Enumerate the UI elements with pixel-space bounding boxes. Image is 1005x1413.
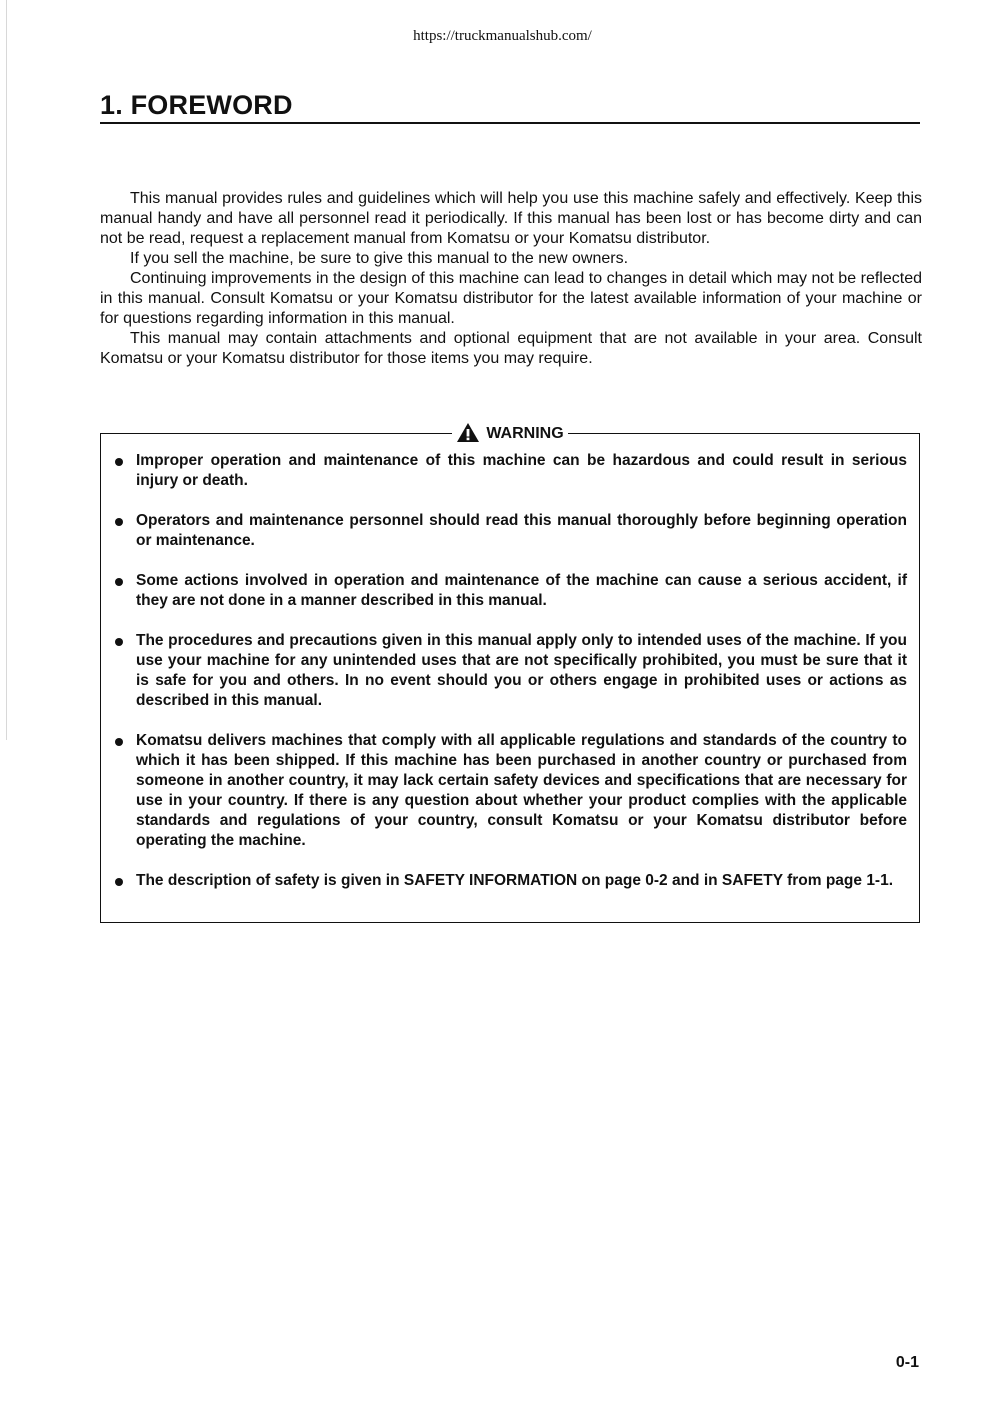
warning-box [100,425,920,923]
warning-item [115,731,907,851]
bullet-icon [115,738,123,746]
scan-edge-line [6,0,7,740]
warning-item [115,451,907,491]
warning-item [115,631,907,711]
page-number: 0-1 [895,1354,919,1371]
bullet-icon [115,638,123,646]
page-heading [100,88,920,124]
intro-paragraph: If you sell the machine, be sure to give this manual to the new owners. [130,250,629,267]
warning-title-group [452,422,567,445]
warning-item [115,571,907,611]
warning-title: WARNING [486,425,564,442]
intro-paragraph: This manual provides rules and guidelines which will help you use this machine safely and effectively. Keep this manual handy and have all personnel read it periodically. If this manual has been lost or has become dirty and can not be read, request a replacement manual from Komatsu or your Komatsu distributor. [100,190,922,247]
warning-item [115,511,907,551]
warning-item-text: Operators and maintenance personnel should read this manual thoroughly before beginning operation or maintenance. [136,512,907,549]
warning-triangle-icon [456,422,480,443]
bullet-icon [115,878,123,886]
warning-title-row [101,422,919,445]
bullet-icon [115,458,123,466]
warning-item-text: The procedures and precautions given in this manual apply only to intended uses of the machine. If you use your machine for any unintended uses that are not specifically prohibited, you must be sure that it is safe for you and others. In no event should you or others engage in prohibited uses or actions as described in this manual. [136,632,907,709]
warning-list [115,451,907,911]
foreword-intro [100,189,922,369]
warning-item-text: Some actions involved in operation and maintenance of the machine can cause a serious accident, if they are not done in a manner described in this manual. [136,572,907,609]
warning-item-text: Improper operation and maintenance of this machine can be hazardous and could result in serious injury or death. [136,452,907,489]
bullet-icon [115,578,123,586]
warning-item-text: The description of safety is given in SAFETY INFORMATION on page 0-2 and in SAFETY from page 1-1. [136,872,894,889]
page-title: 1. FOREWORD [100,90,293,120]
intro-paragraph: This manual may contain attachments and optional equipment that are not available in your area. Consult Komatsu or your Komatsu distributor for those items you may require. [100,330,922,367]
intro-paragraph: Continuing improvements in the design of this machine can lead to changes in detail which may not be reflected in this manual. Consult Komatsu or your Komatsu distributor for the latest available information of your machine or for questions regarding information in this manual. [100,270,922,327]
bullet-icon [115,518,123,526]
warning-item-text: Komatsu delivers machines that comply with all applicable regulations and standards of the country to which it has been shipped. If this machine has been purchased in another country or purchased from someone in another country, it may lack certain safety devices and specifications that are necessary for use in your country. If there is any question about whether your product complies with the applicable standards and regulations of your country, consult Komatsu or your Komatsu distributor before operating the machine. [136,732,907,849]
header-url[interactable]: https://truckmanualshub.com/ [413,28,592,44]
warning-item [115,871,907,891]
